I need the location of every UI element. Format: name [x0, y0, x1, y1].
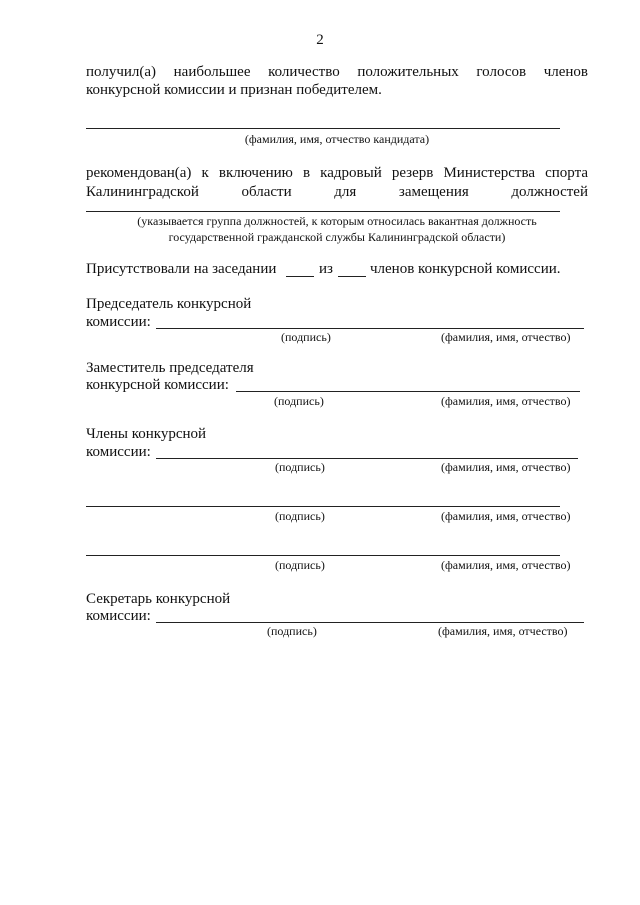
member-2-signature-line[interactable]	[86, 506, 560, 507]
member-3-name-caption: (фамилия, имя, отчество)	[441, 558, 571, 572]
secretary-name-caption: (фамилия, имя, отчество)	[438, 624, 568, 638]
candidate-name-line[interactable]	[86, 128, 560, 129]
member-1-name-caption: (фамилия, имя, отчество)	[441, 460, 571, 474]
chairman-label-line-1: Председатель конкурсной	[86, 296, 252, 312]
page-number: 2	[316, 32, 324, 48]
chairman-signature-caption: (подпись)	[281, 330, 331, 344]
member-2-signature-caption: (подпись)	[275, 509, 325, 523]
secretary-signature-caption: (подпись)	[267, 624, 317, 638]
deputy-label-line-1: Заместитель председателя	[86, 360, 254, 376]
secretary-label-line-2: комиссии:	[86, 608, 151, 624]
position-group-line[interactable]	[86, 211, 560, 212]
member-1-signature-caption: (подпись)	[275, 460, 325, 474]
winner-text-line-1: получил(а) наибольшее количество положительных голосов членов	[86, 64, 588, 80]
attendance-total-blank[interactable]	[338, 276, 366, 277]
position-group-caption-1: (указывается группа должностей, к которым относилась вакантная должность	[137, 214, 537, 228]
candidate-name-caption: (фамилия, имя, отчество кандидата)	[244, 132, 430, 146]
attendance-text-3: членов конкурсной комиссии.	[370, 261, 561, 277]
deputy-name-caption: (фамилия, имя, отчество)	[441, 394, 571, 408]
position-group-caption-2: государственной гражданской службы Калининградской области)	[168, 230, 506, 244]
attendance-text-1: Присутствовали на заседании	[86, 261, 277, 277]
attendance-present-blank[interactable]	[286, 276, 314, 277]
member-3-signature-caption: (подпись)	[275, 558, 325, 572]
member-3-signature-line[interactable]	[86, 555, 560, 556]
winner-text-line-2: конкурсной комиссии и признан победителем.	[86, 82, 382, 98]
member-2-name-caption: (фамилия, имя, отчество)	[441, 509, 571, 523]
members-label-line-2: комиссии:	[86, 444, 151, 460]
deputy-signature-caption: (подпись)	[274, 394, 324, 408]
reserve-text-line-1: рекомендован(а) к включению в кадровый резерв Министерства спорта	[86, 165, 588, 181]
attendance-text-2: из	[319, 261, 333, 277]
deputy-signature-line[interactable]	[236, 391, 580, 392]
deputy-label-line-2: конкурсной комиссии:	[86, 377, 229, 393]
members-label-line-1: Члены конкурсной	[86, 426, 207, 442]
chairman-label-line-2: комиссии:	[86, 314, 151, 330]
reserve-text-line-2: Калининградской области для замещения должностей	[86, 184, 588, 200]
chairman-name-caption: (фамилия, имя, отчество)	[441, 330, 571, 344]
secretary-label-line-1: Секретарь конкурсной	[86, 591, 231, 607]
